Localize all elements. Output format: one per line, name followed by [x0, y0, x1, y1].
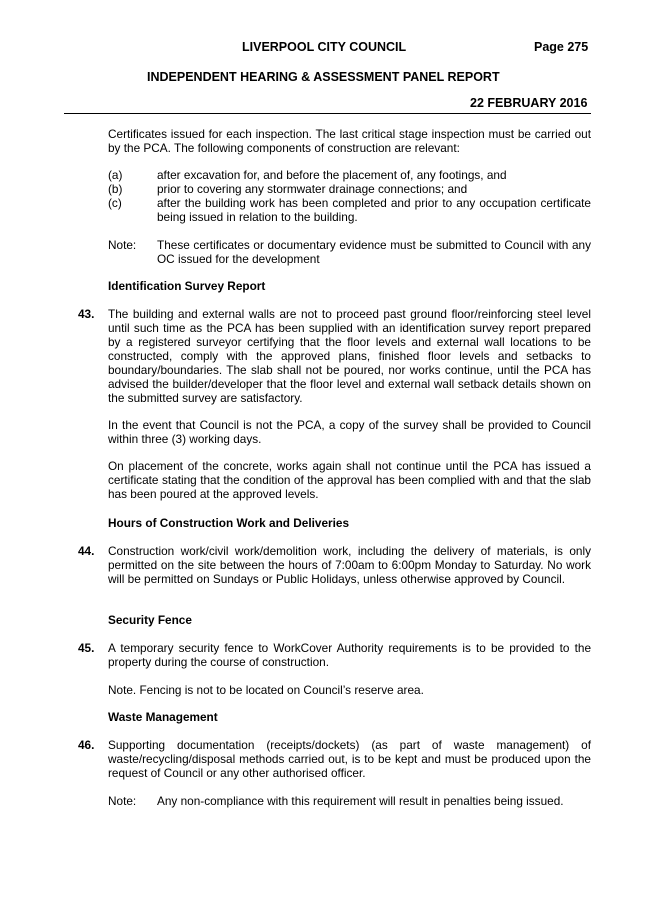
- council-name: LIVERPOOL CITY COUNCIL: [242, 40, 407, 54]
- intro-paragraph: Certificates issued for each inspection. The last critical stage inspection must be carried out by the PCA. The following components of construction are relevant:: [108, 127, 591, 155]
- note-label: Note:: [108, 794, 137, 808]
- condition-43-paragraph-2: In the event that Council is not the PCA, a copy of the survey shall be provided to Council within three (3) working days.: [108, 418, 591, 446]
- list-item-label: (c): [108, 196, 122, 210]
- section-heading-waste-management: Waste Management: [108, 710, 218, 724]
- condition-46-paragraph-1: Supporting documentation (receipts/dockets) (as part of waste management) of waste/recycling/disposal methods carried out, is to be kept and must be produced upon the request of Council or any other authorised officer.: [108, 738, 591, 780]
- condition-43-paragraph-3: On placement of the concrete, works again shall not continue until the PCA has issued a certificate stating that the condition of the approval has been complied with and that the slab has been poured at the approved levels.: [108, 459, 591, 501]
- condition-45-paragraph-2: Note. Fencing is not to be located on Council’s reserve area.: [108, 683, 424, 697]
- section-heading-security-fence: Security Fence: [108, 613, 192, 627]
- section-heading-hours-of-construction: Hours of Construction Work and Deliveries: [108, 516, 350, 530]
- section-heading-identification-survey: Identification Survey Report: [108, 279, 266, 293]
- report-title: INDEPENDENT HEARING & ASSESSMENT PANEL REPORT: [147, 70, 500, 84]
- list-item-text: after excavation for, and before the placement of, any footings, and: [157, 168, 507, 182]
- note-label: Note:: [108, 238, 137, 252]
- condition-number-46: 46.: [78, 738, 95, 752]
- list-item-text: prior to covering any stormwater drainage connections; and: [157, 182, 468, 196]
- page-number: Page 275: [534, 40, 589, 54]
- note-text: These certificates or documentary evidence must be submitted to Council with any OC issued for the development: [157, 238, 591, 266]
- condition-number-43: 43.: [78, 307, 95, 321]
- list-item-text: after the building work has been completed and prior to any occupation certificate being issued in relation to the building.: [157, 196, 591, 224]
- condition-number-45: 45.: [78, 641, 95, 655]
- condition-44-paragraph-1: Construction work/civil work/demolition work, including the delivery of materials, is only permitted on the site between the hours of 7:00am to 6:00pm Monday to Saturday. No work will be permitted on Sundays or Public Holidays, unless otherwise approved by Council.: [108, 544, 591, 586]
- list-item-label: (a): [108, 168, 123, 182]
- report-date: 22 FEBRUARY 2016: [470, 96, 588, 110]
- condition-43-paragraph-1: The building and external walls are not to proceed past ground floor/reinforcing steel level until such time as the PCA has been supplied with an identification survey report prepared by a registered surveyor certifying that the floor levels and external wall locations to be constructed, comply with the approved plans, finished floor levels and setbacks to boundary/boundaries. The slab shall not be poured, nor works continue, until the PCA has advised the builder/developer that the floor level and external wall setback details shown on the submitted survey are satisfactory.: [108, 307, 591, 405]
- condition-number-44: 44.: [78, 544, 95, 558]
- note-text: Any non-compliance with this requirement will result in penalties being issued.: [157, 794, 564, 808]
- header-rule: [64, 113, 591, 114]
- condition-45-paragraph-1: A temporary security fence to WorkCover Authority requirements is to be provided to the property during the course of construction.: [108, 641, 591, 669]
- list-item-label: (b): [108, 182, 123, 196]
